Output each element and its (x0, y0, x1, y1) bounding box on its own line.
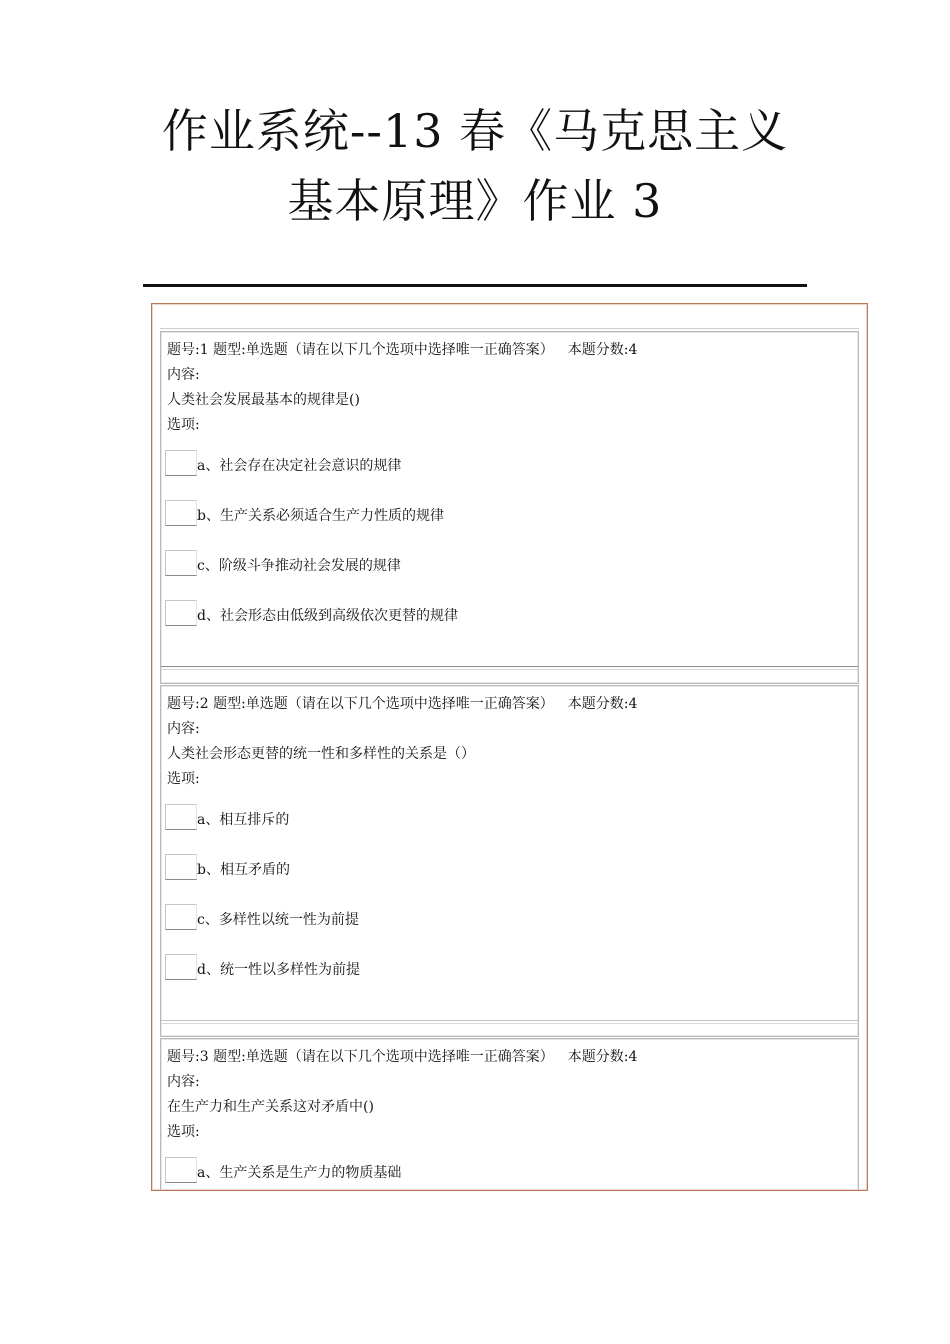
options-label: 选项: (167, 1124, 200, 1140)
option-label: a、社会存在决定社会意识的规律 (197, 458, 402, 474)
option-label: a、相互排斥的 (197, 812, 290, 828)
option-radio[interactable] (165, 600, 197, 626)
option-radio[interactable] (165, 1157, 197, 1183)
question-separator (161, 666, 858, 670)
question-type: 题型:单选题（请在以下几个选项中选择唯一正确答案） (213, 696, 554, 712)
question-number: 题号:2 (167, 696, 209, 712)
question-header (161, 692, 858, 717)
option-a[interactable] (161, 800, 858, 850)
option-radio[interactable] (165, 450, 197, 476)
option-label: a、生产关系是生产力的物质基础 (197, 1165, 402, 1181)
questions-frame (151, 303, 868, 1191)
option-list (161, 800, 858, 1000)
question-content: 在生产力和生产关系这对矛盾中() (167, 1099, 374, 1115)
options-label: 选项: (167, 771, 200, 787)
question-content: 人类社会形态更替的统一性和多样性的关系是（） (167, 746, 475, 762)
option-radio[interactable] (165, 854, 197, 880)
question-score: 本题分数:4 (567, 1049, 638, 1065)
question-1 (160, 331, 859, 684)
option-radio[interactable] (165, 550, 197, 576)
question-2 (160, 685, 859, 1037)
option-label: c、多样性以统一性为前提 (197, 912, 359, 928)
option-b[interactable] (161, 496, 858, 546)
document-title: 作业系统--13 春《马克思主义基本原理》作业 3 (161, 104, 789, 228)
question-type: 题型:单选题（请在以下几个选项中选择唯一正确答案） (213, 1049, 554, 1065)
option-radio[interactable] (165, 500, 197, 526)
option-a[interactable] (161, 446, 858, 496)
option-radio[interactable] (165, 904, 197, 930)
option-radio[interactable] (165, 804, 197, 830)
option-b[interactable] (161, 850, 858, 900)
option-label: d、社会形态由低级到高级依次更替的规律 (197, 608, 458, 624)
option-c[interactable] (161, 900, 858, 950)
content-label: 内容: (167, 721, 200, 737)
content-label: 内容: (167, 367, 200, 383)
option-d[interactable] (161, 596, 858, 646)
question-score: 本题分数:4 (567, 696, 638, 712)
question-header (161, 1045, 858, 1070)
option-list (161, 446, 858, 646)
option-label: d、统一性以多样性为前提 (197, 962, 360, 978)
question-separator (161, 1020, 858, 1024)
options-label: 选项: (167, 417, 200, 433)
option-label: b、相互矛盾的 (197, 862, 290, 878)
question-header (161, 338, 858, 363)
option-a[interactable] (161, 1153, 858, 1191)
question-type: 题型:单选题（请在以下几个选项中选择唯一正确答案） (213, 342, 554, 358)
question-content: 人类社会发展最基本的规律是() (167, 392, 360, 408)
question-number: 题号:3 (167, 1049, 209, 1065)
option-c[interactable] (161, 546, 858, 596)
option-list (161, 1153, 858, 1191)
option-radio[interactable] (165, 954, 197, 980)
question-3 (160, 1038, 859, 1191)
option-label: b、生产关系必须适合生产力性质的规律 (197, 508, 444, 524)
question-score: 本题分数:4 (567, 342, 638, 358)
title-divider (143, 284, 807, 287)
option-d[interactable] (161, 950, 858, 1000)
content-label: 内容: (167, 1074, 200, 1090)
option-label: c、阶级斗争推动社会发展的规律 (197, 558, 401, 574)
question-number: 题号:1 (167, 342, 209, 358)
